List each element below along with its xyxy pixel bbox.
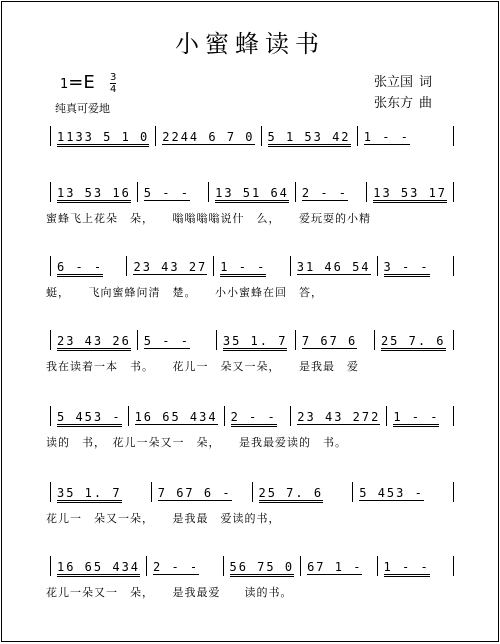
measure: 5 1 53 42 <box>268 130 351 148</box>
bar-line <box>366 182 367 202</box>
bar-line <box>377 556 378 576</box>
measure: 5 453 - <box>57 410 122 428</box>
composer-credit <box>374 93 432 114</box>
bar-line <box>224 406 225 426</box>
measure: 1 - - <box>384 560 447 578</box>
measure: 3 - - <box>384 260 447 278</box>
measure: 35 1. 7 <box>223 334 289 352</box>
key-signature <box>60 72 95 93</box>
measure: 1 - - <box>220 260 283 278</box>
key-prefix: 1 <box>60 77 69 92</box>
measure: 31 46 54 <box>296 260 371 274</box>
measure: 5 453 - <box>359 486 424 500</box>
measure: 35 1. 7 <box>57 486 145 504</box>
lyrics-line: 蜜蜂飞上花朵 朵， 嗡嗡嗡嗡说什 么， 爱玩耍的小精 <box>46 212 371 225</box>
meter-top: 3 <box>110 72 117 83</box>
key-value: =E <box>68 72 95 93</box>
lyrics-line: 花儿一 朵又一朵， 是我最 爱读的书， <box>46 512 281 525</box>
measure: 2 - - <box>231 410 285 428</box>
measure: 16 65 434 <box>57 560 140 578</box>
notation-line <box>44 178 460 204</box>
lyrics-line: 我在读着一本 书。 花儿一 朵又一朵， 是我最 爱 <box>46 360 359 373</box>
bar-line <box>50 256 51 276</box>
bar-line <box>453 126 454 146</box>
bar-line <box>453 330 454 350</box>
measure: 1133 5 1 0 <box>57 130 149 148</box>
bar-line <box>453 182 454 202</box>
lyrics-line: 蜓， 飞向蜜蜂问清 楚。 小小蜜蜂在回 答， <box>46 286 323 299</box>
bar-line <box>216 330 217 350</box>
bar-line <box>146 556 147 576</box>
bar-line <box>352 482 353 502</box>
bar-line <box>208 182 209 202</box>
bar-line <box>290 406 291 426</box>
score-row <box>2 122 498 182</box>
bar-line <box>453 256 454 276</box>
score-row <box>2 252 498 312</box>
bar-line <box>126 256 127 276</box>
measure: 23 43 27 <box>133 260 208 274</box>
notation-line <box>44 402 460 428</box>
bar-line <box>50 182 51 202</box>
measure: 13 53 17 <box>373 186 447 204</box>
score-row <box>2 326 498 386</box>
bar-line <box>128 406 129 426</box>
score-row <box>2 478 498 538</box>
bar-line <box>453 406 454 426</box>
bar-line <box>223 556 224 576</box>
bar-line <box>50 330 51 350</box>
credit-name: 张东方 <box>374 96 414 111</box>
bar-line <box>374 330 375 350</box>
lyrics-line: 花儿一朵又一 朵， 是我最爱 读的书。 <box>46 586 293 599</box>
bar-line <box>252 482 253 502</box>
score-row <box>2 178 498 238</box>
bar-line <box>50 126 51 146</box>
credit-role: 曲 <box>419 96 433 111</box>
measure: 13 53 16 <box>57 186 131 204</box>
bar-line <box>357 126 358 146</box>
notation-line <box>44 252 460 278</box>
credit-role: 词 <box>419 75 433 90</box>
meter-bottom: 4 <box>110 84 117 95</box>
measure: 7 67 6 <box>301 334 358 348</box>
credits <box>374 72 432 114</box>
measure: 23 43 26 <box>57 334 131 352</box>
bar-line <box>155 126 156 146</box>
measure: 25 7. 6 <box>381 334 447 352</box>
measure: 1 - - <box>363 130 410 144</box>
measure: 2 - - <box>153 560 200 574</box>
tempo-marking: 纯真可爱地 <box>55 102 110 115</box>
measure: 5 - - <box>143 334 190 348</box>
measure: 67 1 - <box>307 560 363 574</box>
lyrics-line: 读的 书， 花儿一朵又一 朵， 是我最爱读的 书。 <box>46 436 347 449</box>
bar-line <box>377 256 378 276</box>
measure: 16 65 434 <box>134 410 218 424</box>
credit-name: 张立国 <box>374 75 414 90</box>
bar-line <box>50 482 51 502</box>
measure: 2244 6 7 0 <box>162 130 255 144</box>
measure: 25 7. 6 <box>259 486 347 504</box>
score-row <box>2 402 498 462</box>
score-page <box>1 1 499 642</box>
bar-line <box>50 406 51 426</box>
bar-line <box>151 482 152 502</box>
measure: 1 - - <box>393 410 447 428</box>
notation-line <box>44 122 460 148</box>
bar-line <box>213 256 214 276</box>
score-row <box>2 552 498 612</box>
measure: 13 51 64 <box>215 186 289 204</box>
bar-line <box>261 126 262 146</box>
measure: 6 - - <box>57 260 120 278</box>
bar-line <box>137 330 138 350</box>
bar-line <box>50 556 51 576</box>
time-signature <box>110 72 116 95</box>
measure: 23 43 272 <box>297 410 381 424</box>
measure: 2 - - <box>301 186 349 200</box>
bar-line <box>386 406 387 426</box>
measure: 5 - - <box>143 186 190 200</box>
measure: 7 67 6 - <box>157 486 232 500</box>
bar-line <box>453 482 454 502</box>
song-title: 小蜜蜂读书 <box>175 30 325 58</box>
bar-line <box>137 182 138 202</box>
bar-line <box>300 556 301 576</box>
lyricist-credit <box>374 72 432 93</box>
notation-line <box>44 552 460 578</box>
notation-line <box>44 326 460 352</box>
bar-line <box>290 256 291 276</box>
bar-line <box>295 330 296 350</box>
notation-line <box>44 478 460 504</box>
bar-line <box>453 556 454 576</box>
measure: 56 75 0 <box>230 560 295 578</box>
bar-line <box>295 182 296 202</box>
